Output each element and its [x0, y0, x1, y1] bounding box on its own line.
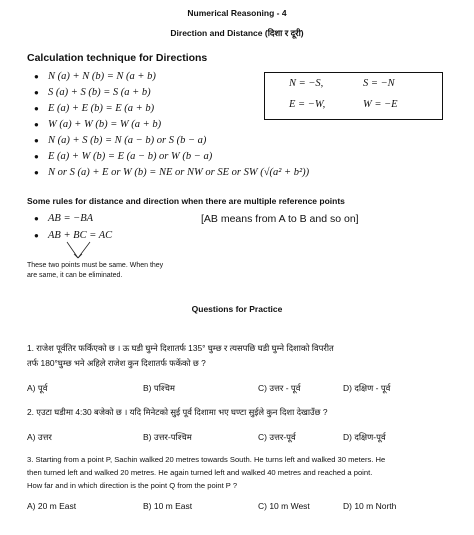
document-subtitle: Direction and Distance (दिशा र दूरी) — [170, 28, 304, 38]
practice-heading: Questions for Practice — [191, 304, 283, 314]
rules-heading: Some rules for distance and direction when there are multiple reference points — [27, 196, 345, 206]
q2-option-c[interactable]: C) उत्तर-पूर्व — [258, 432, 296, 442]
rule-item: ● AB = −BA — [34, 213, 94, 224]
rule-note: [AB means from A to B and so on] — [201, 213, 359, 225]
question-1-line-1: 1. राजेश पूर्वतिर फर्किएको छ । ऊ घडी घुम्ने दिशातर्फ 135° घुम्छ र त्यसपछि घडी घुम्ने दिशाको विपरीत — [27, 343, 334, 353]
q1-option-c[interactable]: C) उत्तर - पूर्व — [258, 383, 301, 393]
q2-option-b[interactable]: B) उत्तर-पश्चिम — [143, 432, 192, 442]
formula-item: ● E (a) + E (b) = E (a + b) — [34, 103, 155, 114]
calc-heading: Calculation technique for Directions — [27, 52, 208, 64]
formula-item: ● S (a) + S (b) = S (a + b) — [34, 87, 151, 98]
q3-option-b[interactable]: B) 10 m East — [143, 501, 193, 511]
q3-option-c[interactable]: C) 10 m West — [258, 501, 310, 511]
rule-explanation-2: are same, it can be eliminated. — [27, 272, 123, 279]
identity-n: N = −S, — [289, 78, 324, 89]
formula-item: ● W (a) + W (b) = W (a + b) — [34, 119, 162, 130]
q1-option-b[interactable]: B) पश्चिम — [143, 383, 175, 393]
q1-option-a[interactable]: A) पूर्व — [27, 383, 48, 393]
formula-item: ● E (a) + W (b) = E (a − b) or W (b − a) — [34, 151, 213, 162]
q2-option-d[interactable]: D) दक्षिण-पूर्व — [343, 432, 386, 442]
question-1-line-2: तर्फ 180°घुम्छ भने अहिले राजेश कुन दिशातर्फ फर्केको छ ? — [27, 358, 206, 368]
pointer-arrows — [60, 240, 100, 262]
formula-item: ● N (a) + N (b) = N (a + b) — [34, 71, 156, 82]
identity-w: W = −E — [363, 99, 398, 110]
rule-item: ● AB + BC = AC — [34, 230, 113, 241]
q1-option-d[interactable]: D) दक्षिण - पूर्व — [343, 383, 391, 393]
rule-explanation-1: These two points must be same. When they — [27, 262, 164, 269]
identity-s: S = −N — [363, 78, 395, 89]
q3-option-a[interactable]: A) 20 m East — [27, 501, 77, 511]
question-3-line-3: How far and in which direction is the point Q from the point P ? — [27, 481, 238, 490]
question-3-line-2: then turned left and walked 20 metres. He again turned left and walked 40 metres and reached a point. — [27, 468, 373, 477]
question-2-line-1: 2. एउटा घडीमा 4:30 बजेको छ । यदि मिनेटको सुई पूर्व दिशामा भए घण्टा सुईले कुन दिशा देखाउँछ ? — [27, 407, 328, 417]
formula-item: ● N (a) + S (b) = N (a − b) or S (b − a) — [34, 135, 207, 146]
question-3-line-1: 3. Starting from a point P, Sachin walked 20 metres towards South. He turns left and walked 30 meters. He — [27, 455, 386, 464]
q2-option-a[interactable]: A) उत्तर — [27, 432, 52, 442]
identity-e: E = −W, — [289, 99, 326, 110]
document-title: Numerical Reasoning - 4 — [187, 8, 287, 18]
q3-option-d[interactable]: D) 10 m North — [343, 501, 397, 511]
identity-box — [264, 72, 443, 120]
formula-item: ● N or S (a) + E or W (b) = NE or NW or SE or SW (√(a² + b²)) — [34, 167, 310, 178]
